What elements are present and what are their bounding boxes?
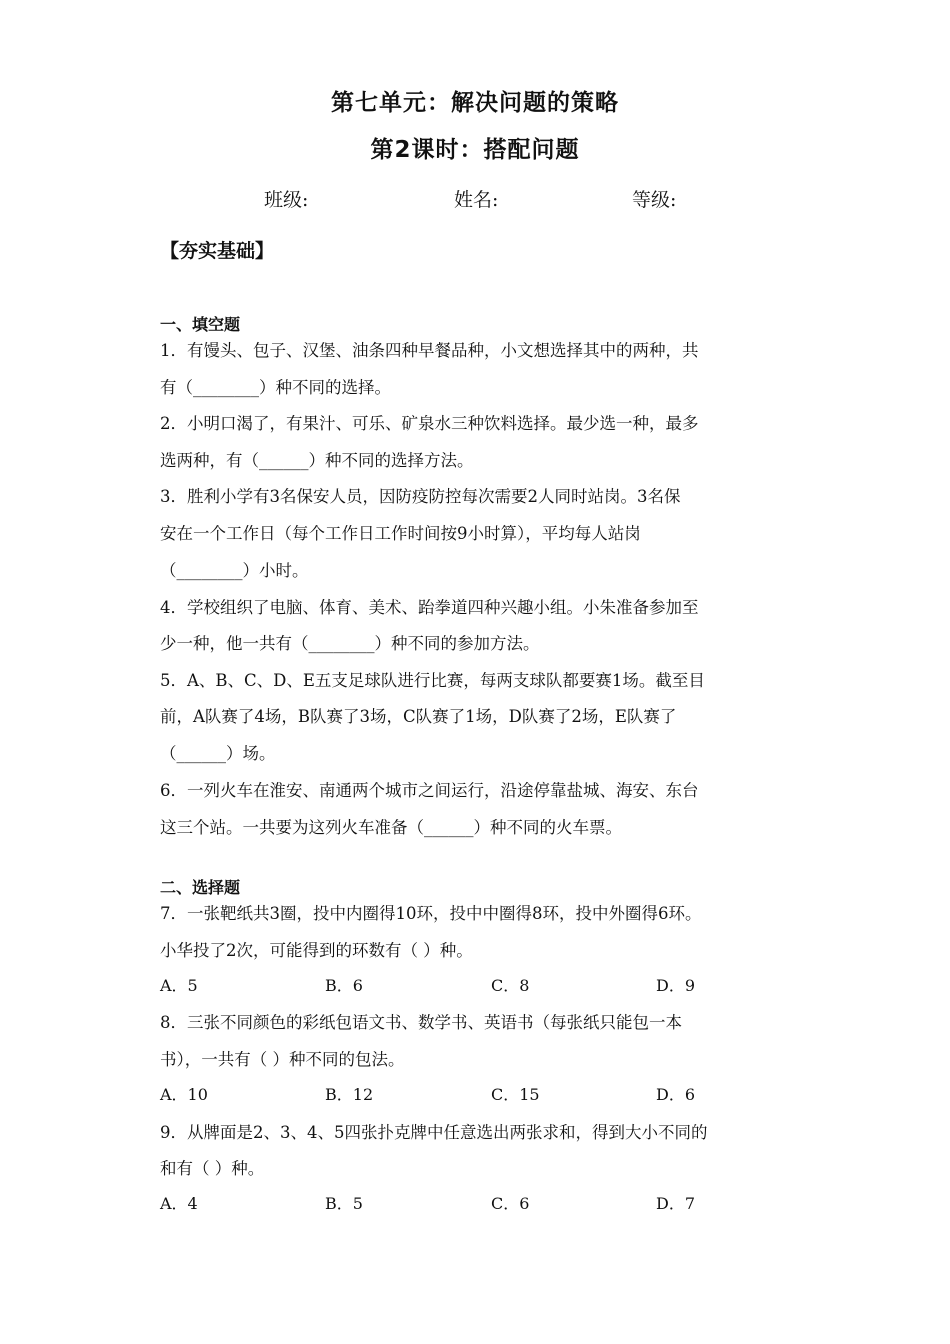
question-line: 1．有馒头、包子、汉堡、油条四种早餐品种，小文想选择其中的两种，共 [160, 341, 699, 360]
question-line: 有（________）种不同的选择。 [160, 378, 391, 397]
class-label: 班级: [264, 189, 309, 211]
name-label: 姓名: [454, 189, 499, 211]
option-b: B．6 [325, 976, 363, 995]
option-c: C．6 [491, 1194, 530, 1213]
question-line: 3．胜利小学有3名保安人员，因防疫防控每次需要2人同时站岗。3名保 [160, 487, 681, 506]
question-line: 前，A队赛了4场，B队赛了3场，C队赛了1场，D队赛了2场，E队赛了 [160, 707, 677, 726]
question-line: （______）场。 [160, 744, 276, 763]
grade-label: 等级: [632, 189, 677, 211]
question-line: 书），一共有（ ）种不同的包法。 [160, 1050, 405, 1069]
question-line: 小华投了2次，可能得到的环数有（ ）种。 [160, 941, 473, 960]
question-line: 和有（ ）种。 [160, 1159, 265, 1178]
option-d: D．7 [656, 1194, 696, 1213]
question-line: 4．学校组织了电脑、体育、美术、跆拳道四种兴趣小组。小朱准备参加至 [160, 598, 699, 617]
option-a: A．4 [160, 1194, 198, 1213]
question-line: 7．一张靶纸共3圈，投中内圈得10环，投中中圈得8环，投中外圈得6环。 [160, 904, 702, 923]
option-b: B．12 [325, 1085, 374, 1104]
question-line: 安在一个工作日（每个工作日工作时间按9小时算），平均每人站岗 [160, 524, 641, 543]
unit-title: 第七单元：解决问题的策略 [331, 90, 619, 116]
question-line: 9．从牌面是2、3、4、5四张扑克牌中任意选出两张求和，得到大小不同的 [160, 1123, 708, 1142]
section-banner: 【夯实基础】 [160, 240, 275, 262]
option-d: D．6 [656, 1085, 696, 1104]
option-c: C．8 [491, 976, 530, 995]
question-line: 这三个站。一共要为这列火车准备（______）种不同的火车票。 [160, 818, 622, 837]
question-line: 2．小明口渴了，有果汁、可乐、矿泉水三种饮料选择。最少选一种，最多 [160, 414, 699, 433]
question-line: 5．A、B、C、D、E五支足球队进行比赛，每两支球队都要赛1场。截至目 [160, 671, 705, 690]
section-heading-fill-blank: 一、填空题 [160, 315, 241, 334]
option-a: A．5 [160, 976, 198, 995]
option-d: D．9 [656, 976, 696, 995]
question-line: 选两种，有（______）种不同的选择方法。 [160, 451, 474, 470]
option-c: C．15 [491, 1085, 540, 1104]
question-line: 6．一列火车在淮安、南通两个城市之间运行，沿途停靠盐城、海安、东台 [160, 781, 699, 800]
option-b: B．5 [325, 1194, 363, 1213]
question-line: （________）小时。 [160, 561, 309, 580]
section-heading-choice: 二、选择题 [160, 878, 241, 897]
option-a: A．10 [160, 1085, 208, 1104]
question-line: 8．三张不同颜色的彩纸包语文书、数学书、英语书（每张纸只能包一本 [160, 1013, 682, 1032]
question-line: 少一种，他一共有（________）种不同的参加方法。 [160, 634, 540, 653]
lesson-title: 第2课时：搭配问题 [370, 137, 580, 163]
